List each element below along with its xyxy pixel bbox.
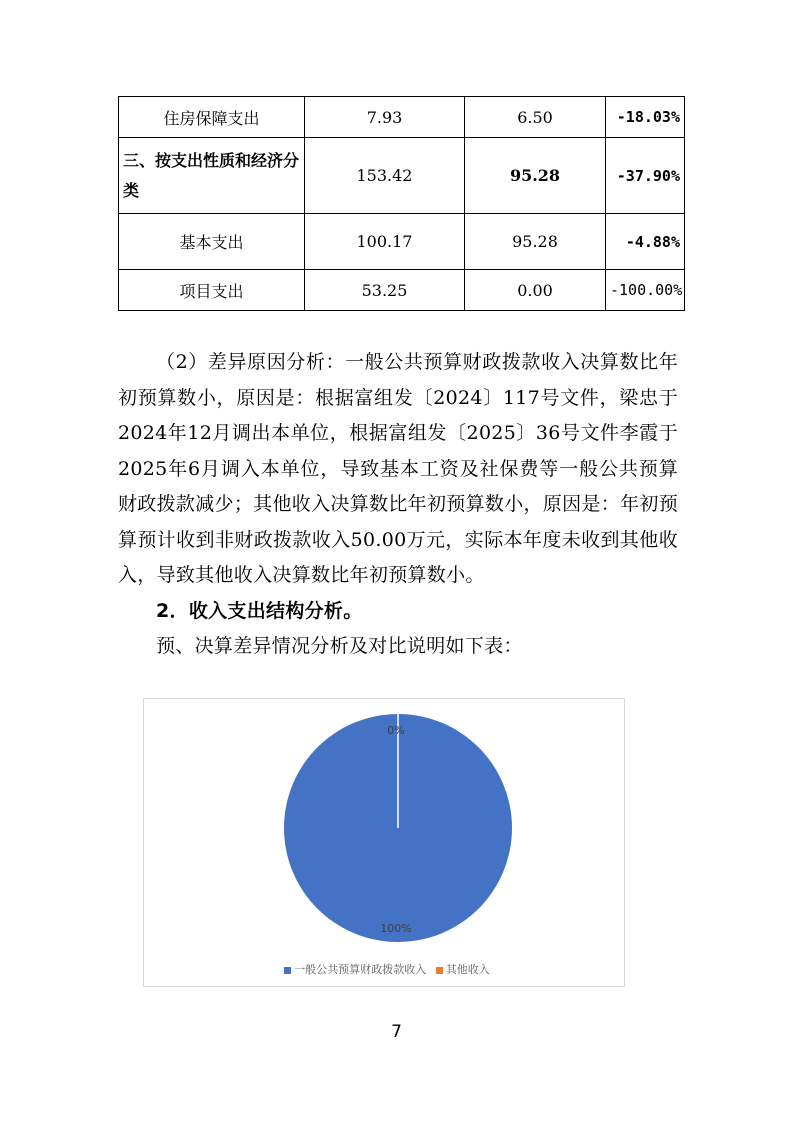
- cell-value: 53.25: [305, 270, 465, 311]
- legend-label: 其他收入: [445, 963, 490, 976]
- table-row: [119, 270, 685, 311]
- cell-percent: -37.90%: [606, 138, 685, 214]
- table-row: [119, 138, 685, 214]
- pie-svg: [144, 699, 624, 959]
- legend-swatch-icon: [436, 967, 443, 974]
- pie-data-label: 100%: [380, 922, 412, 935]
- row-label: 项目支出: [119, 270, 305, 311]
- table-row: [119, 214, 685, 270]
- pie-chart: [143, 698, 625, 987]
- cell-value: 0.00: [465, 270, 606, 311]
- cell-percent: -4.88%: [606, 214, 685, 270]
- page-number: 7: [391, 1022, 402, 1042]
- row-label: 三、按支出性质和经济分类: [119, 138, 305, 214]
- legend-swatch-icon: [284, 967, 291, 974]
- cell-value: 6.50: [465, 97, 606, 138]
- cell-value: 95.28: [465, 138, 606, 214]
- cell-value: 153.42: [305, 138, 465, 214]
- analysis-paragraph: （2）差异原因分析：一般公共预算财政拨款收入决算数比年初预算数小，原因是：根据富组发〔2024〕117号文件，梁忠于2024年12月调出本单位，根据富组发〔2025〕36号文件李霞于2025年6月调入本单位，导致基本工资及社保费等一般公共预算财政拨款减少；其他收入决算数比年初预算数小，原因是：年初预算预计收到非财政拨款收入50.00万元，实际本年度未收到其他收入，导致其他收入决算数比年初预算数小。: [118, 351, 678, 586]
- row-label: 基本支出: [119, 214, 305, 270]
- budget-table: [118, 96, 685, 311]
- cell-value: 7.93: [305, 97, 465, 138]
- cell-percent: -100.00%: [606, 270, 685, 311]
- cell-value: 100.17: [305, 214, 465, 270]
- chart-legend: [144, 961, 624, 977]
- cell-percent: -18.03%: [606, 97, 685, 138]
- pie-data-label: 0%: [387, 724, 405, 737]
- legend-label: 一般公共预算财政拨款收入: [294, 963, 427, 976]
- row-label: 住房保障支出: [119, 97, 305, 138]
- intro-paragraph: 预、决算差异情况分析及对比说明如下表：: [156, 635, 523, 657]
- body-text: [118, 345, 678, 665]
- table-row: [119, 97, 685, 138]
- section-heading: 2．收入支出结构分析。: [156, 599, 363, 622]
- cell-value: 95.28: [465, 214, 606, 270]
